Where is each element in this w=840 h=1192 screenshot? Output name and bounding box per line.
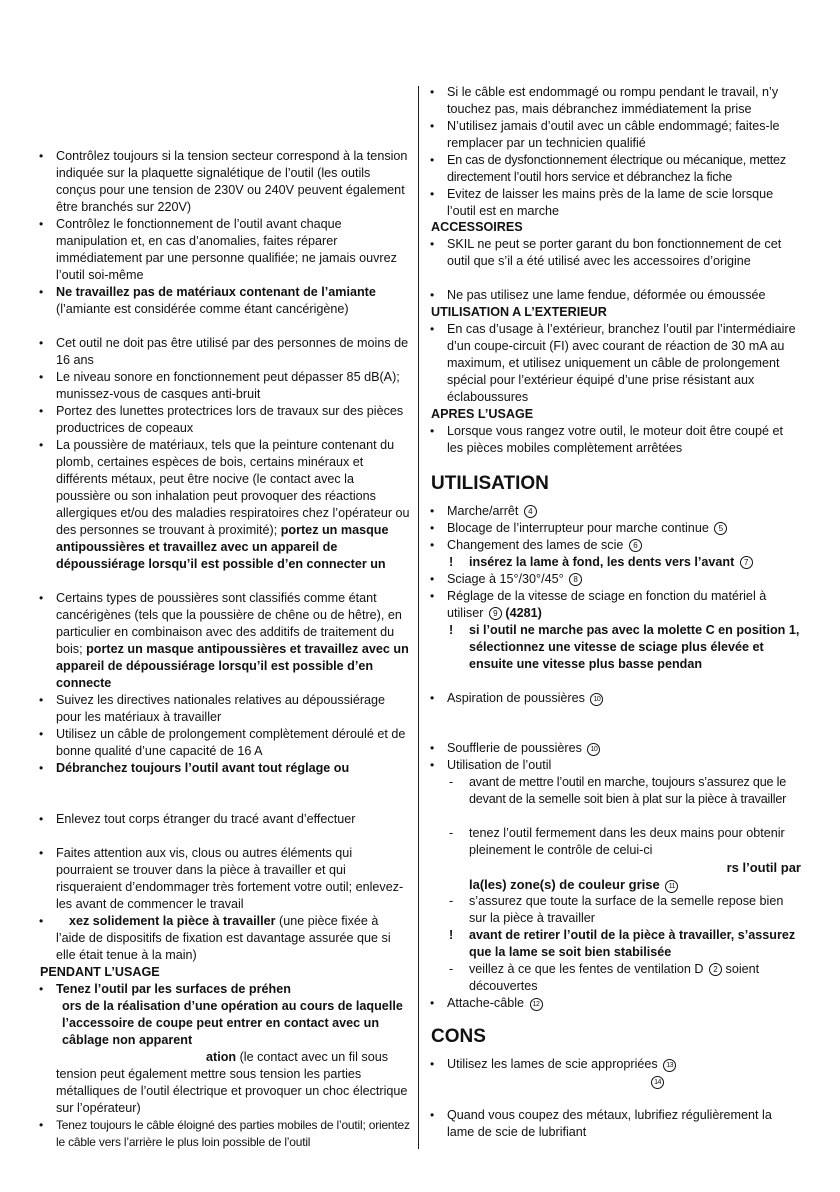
figure-ref-5: 5 bbox=[714, 522, 727, 535]
warning-note: ! avant de retirer l’outil de la pièce à travailler, s’assurez que la lame se soit bien stabilisée bbox=[449, 927, 801, 961]
list-item: • SKIL ne peut se porter garant du bon fonctionnement de cet outil que s’il a été utilisé avec les accessoires d’origine bbox=[427, 236, 801, 270]
list-item: • Evitez de laisser les mains près de la lame de scie lorsque l’outil est en marche bbox=[427, 186, 801, 220]
warning-text: insérez la lame à fond, les dents vers l’avant 7 bbox=[469, 554, 801, 571]
list-item: • Si le câble est endommagé ou rompu pendant le travail, n’y touchez pas, mais débranchez immédiatement la prise bbox=[427, 84, 801, 118]
list-item: • Contrôlez toujours si la tension secteur correspond à la tension indiquée sur la plaquette signalétique de l’outil (les outils conçus pour une tension de 230V ou 240V peuvent également être branchés sur 220V) bbox=[36, 148, 410, 216]
list-item: • Ne travaillez pas de matériaux contenant de l’amiante (l’amiante est considérée comme étant cancérigène) bbox=[36, 284, 410, 318]
sub-text: tenez l’outil fermement dans les deux mains pour obtenir pleinement le contrôle de celui-ci bbox=[469, 826, 785, 857]
list-item: • Contrôlez le fonctionnement de l’outil avant chaque manipulation et, en cas d’anomalies, faites réparer immédiatement par une personne qualifiée; ne jamais ouvrez l’outil soi-même bbox=[36, 216, 410, 284]
list-item: • xez solidement la pièce à travailler (une pièce fixée à l’aide de dispositifs de fixation est davantage assurée que si elle était tenue à la main) bbox=[36, 913, 410, 964]
figure-ref-10: 10 bbox=[590, 693, 603, 706]
list-item bbox=[427, 1073, 801, 1090]
item-text: xez solidement la pièce à travailler (une pièce fixée à l’aide de dispositifs de fixation est davantage assurée que si elle était tenue à la main) bbox=[56, 914, 391, 962]
list-item: • Lorsque vous rangez votre outil, le moteur doit être coupé et les pièces mobiles complètement arrêtées bbox=[427, 423, 801, 457]
list-item: • Changement des lames de scie 6 bbox=[427, 537, 801, 554]
item-text: Ne travaillez pas de matériaux contenant de l’amiante (l’amiante est considérée comme étant cancérigène) bbox=[56, 285, 376, 316]
list-item: • Suivez les directives nationales relatives au dépoussiérage pour les matériaux à travailler bbox=[36, 692, 410, 726]
sub-text: s’assurez que toute la surface de la semelle repose bien sur la pièce à travailler bbox=[469, 894, 784, 925]
figure-ref-7: 7 bbox=[740, 556, 753, 569]
sub-item: - tenez l’outil fermement dans les deux mains pour obtenir pleinement le contrôle de celui-ci rs l’outil par la(les) zone(s) de couleur grise 11 bbox=[449, 826, 801, 892]
item-text: Tenez toujours le câble éloigné des parties mobiles de l’outil; orientez le câble vers l’arrière le plus loin possible de l’outil bbox=[56, 1118, 410, 1149]
list-item: • Réglage de la vitesse de sciage en fonction du matériel à utiliser 9 (4281) bbox=[427, 588, 801, 622]
item-text: N’utilisez jamais d’outil avec un câble endommagé; faites-le remplacer par un technicien qualifié bbox=[447, 119, 780, 150]
sub-text: avant de mettre l’outil en marche, toujours s’assurez que le devant de la semelle soit bien à plat sur la pièce à travailler bbox=[469, 775, 787, 806]
item-text bbox=[447, 1073, 801, 1090]
list-item: • Blocage de l’interrupteur pour marche continue 5 bbox=[427, 520, 801, 537]
list-item: • Tenez l’outil par les surfaces de préhen ors de la réalisation d’une opération au cours de laquelle l’accessoire de coupe peut entrer en contact avec un câblage non apparent ation (le contact avec un fil sous tension peut également mettre sous tension les parties métalliques de l’outil électrique et provoquer un choc électrique sur l’opérateur) bbox=[36, 981, 410, 1117]
figure-ref-6: 6 bbox=[629, 539, 642, 552]
item-text: Marche/arrêt 4 bbox=[447, 503, 801, 520]
item-text: Cet outil ne doit pas être utilisé par des personnes de moins de 16 ans bbox=[56, 336, 409, 367]
item-text: Utilisez un câble de prolongement complètement déroulé et de bonne qualité d’une capacité de 16 A bbox=[56, 727, 406, 758]
list-item: • Portez des lunettes protectrices lors de travaux sur des pièces productrices de copeaux bbox=[36, 403, 410, 437]
list-item: • Ne pas utilisez une lame fendue, déformée ou émoussée bbox=[427, 287, 801, 304]
item-text: Contrôlez le fonctionnement de l’outil avant chaque manipulation et, en cas d’anomalies, faites réparer immédiatement par une personne qualifiée; ne jamais ouvrez l’outil soi-même bbox=[56, 217, 397, 282]
item-text: Réglage de la vitesse de sciage en fonction du matériel à utiliser 9 (4281) bbox=[447, 589, 767, 620]
item-text: Soufflerie de poussières 10 bbox=[447, 740, 801, 757]
list-item: • Attache-câble 12 bbox=[427, 995, 801, 1012]
figure-ref-4: 4 bbox=[524, 505, 537, 518]
item-text: Evitez de laisser les mains près de la lame de scie lorsque l’outil est en marche bbox=[447, 187, 774, 218]
figure-ref-12: 12 bbox=[530, 998, 543, 1011]
list-item: • Utilisez les lames de scie appropriées 13 bbox=[427, 1056, 801, 1073]
item-text: Changement des lames de scie 6 bbox=[447, 537, 801, 554]
warning-text: avant de retirer l’outil de la pièce à travailler, s’assurez que la lame se soit bien stabilisée bbox=[469, 928, 796, 959]
sub-item: - s’assurez que toute la surface de la semelle repose bien sur la pièce à travailler bbox=[449, 893, 801, 927]
item-text: ors de la réalisation d’une opération au cours de laquelle l’accessoire de coupe peut entrer en contact avec un câblage non apparent bbox=[62, 999, 403, 1047]
section-heading-apres: APRES L’USAGE bbox=[431, 407, 534, 421]
section-heading-exterieur: UTILISATION A L’EXTERIEUR bbox=[431, 305, 607, 319]
figure-ref-10b: 10 bbox=[587, 743, 600, 756]
list-item: • Le niveau sonore en fonctionnement peut dépasser 85 dB(A); munissez-vous de casques anti-bruit bbox=[36, 369, 410, 403]
section-heading-accessoires: ACCESSOIRES bbox=[431, 220, 523, 234]
item-text: Si le câble est endommagé ou rompu pendant le travail, n’y touchez pas, mais débranchez immédiatement la prise bbox=[447, 85, 779, 116]
section-heading-cons: CONS bbox=[431, 1026, 486, 1047]
figure-ref-9: 9 bbox=[489, 607, 502, 620]
list-item: • Certains types de poussières sont classifiés comme étant cancérigènes (tels que la poussière de chêne ou de hêtre), en particulier en combinaison avec des additifs de traitement du bois; portez un masque antipoussières et travaillez avec un appareil de dépoussiérage lorsqu’il est possible d’en connecte bbox=[39, 591, 409, 690]
section-heading-utilisation: UTILISATION bbox=[431, 473, 549, 494]
list-item: • En cas de dysfonctionnement électrique ou mécanique, mettez directement l’outil hors service et débranchez la fiche bbox=[427, 152, 801, 186]
item-text: tension peut également mettre sous tension les parties métalliques de l’outil électrique et provoquer un choc électrique sur l’opérateur) bbox=[56, 1067, 408, 1115]
list-item: • La poussière de matériaux, tels que la peinture contenant du plomb, certaines espèces de bois, certains minéraux et différents métaux, peut être nocive (le contact avec la poussière ou son inhalation peut provoquer des réactions allergiques et/ou des maladies respiratoires chez l’opérateur ou des personnes se trouvant à proximité); portez un masque antipoussières et travaillez avec un appareil de dépoussiérage lorsqu’il est possible d’en connecter un bbox=[39, 438, 410, 571]
item-text: La poussière de matériaux, tels que la peinture contenant du plomb, certaines espèces de bois, certains minéraux et différents métaux, peut être nocive (le contact avec la poussière ou son inhalation peut provoquer des réactions allergiques et/ou des maladies respiratoires chez l’opérateur ou des personnes se trouvant à proximité); portez un masque antipoussières et travaillez avec un appareil de dépoussiérage lorsqu’il est possible d’en connecter un bbox=[56, 438, 410, 571]
list-item: • Faites attention aux vis, clous ou autres éléments qui pourraient se trouver dans la pièce à travailler et qui risqueraient d’endommager très fortement votre outil; enlevez-les avant de commencer le travail bbox=[36, 845, 410, 913]
item-text: En cas de dysfonctionnement électrique ou mécanique, mettez directement l’outil hors service et débranchez la fiche bbox=[447, 153, 786, 184]
item-text: Contrôlez toujours si la tension secteur correspond à la tension indiquée sur la plaquette signalétique de l’outil (les outils conçus pour une tension de 230V ou 240V peuvent également être branchés sur 220V) bbox=[56, 149, 408, 214]
sub-text-fragment: la(les) zone(s) de couleur grise 11 bbox=[469, 876, 801, 893]
list-item: • N’utilisez jamais d’outil avec un câble endommagé; faites-le remplacer par un technicien qualifié bbox=[427, 118, 801, 152]
figure-ref-13: 13 bbox=[663, 1059, 676, 1072]
item-text: Lorsque vous rangez votre outil, le moteur doit être coupé et les pièces mobiles complètement arrêtées bbox=[447, 424, 784, 455]
item-text: Enlevez tout corps étranger du tracé avant d’effectuer bbox=[56, 812, 356, 826]
item-text: Débranchez toujours l’outil avant tout réglage ou bbox=[56, 761, 350, 775]
figure-ref-8: 8 bbox=[569, 573, 582, 586]
list-item: • Soufflerie de poussières 10 bbox=[427, 740, 801, 757]
item-text: Utilisation de l’outil bbox=[447, 758, 552, 772]
item-text: Attache-câble 12 bbox=[447, 995, 801, 1012]
list-item: • Débranchez toujours l’outil avant tout réglage ou bbox=[36, 760, 410, 777]
list-item: • Quand vous coupez des métaux, lubrifiez régulièrement la lame de scie de lubrifiant bbox=[427, 1107, 801, 1141]
list-item: • Enlevez tout corps étranger du tracé avant d’effectuer bbox=[36, 811, 410, 828]
sub-text: veillez à ce que les fentes de ventilation D 2 soient découvertes bbox=[469, 962, 760, 993]
item-text: SKIL ne peut se porter garant du bon fonctionnement de cet outil que s’il a été utilisé avec les accessoires d’origine bbox=[447, 237, 782, 268]
item-text: Faites attention aux vis, clous ou autres éléments qui pourraient se trouver dans la pièce à travailler et qui risqueraient d’endommager très fortement votre outil; enlevez-les avant de commencer le travail bbox=[56, 846, 404, 911]
sub-item: - veillez à ce que les fentes de ventilation D 2 soient découvertes bbox=[449, 961, 801, 995]
item-text: Ne pas utilisez une lame fendue, déformée ou émoussée bbox=[447, 288, 766, 302]
item-text: Suivez les directives nationales relatives au dépoussiérage pour les matériaux à travailler bbox=[56, 693, 386, 724]
sub-item: - avant de mettre l’outil en marche, toujours s’assurez que le devant de la semelle soit bien à plat sur la pièce à travailler bbox=[449, 774, 801, 808]
sub-text-fragment: rs l’outil par bbox=[726, 860, 801, 875]
figure-ref-2: 2 bbox=[709, 963, 722, 976]
list-item: • Utilisation de l’outil bbox=[427, 757, 801, 774]
figure-ref-11: 11 bbox=[665, 880, 678, 893]
item-text: Quand vous coupez des métaux, lubrifiez régulièrement la lame de scie de lubrifiant bbox=[447, 1108, 772, 1139]
figure-ref-14: 14 bbox=[651, 1076, 664, 1089]
item-text: Le niveau sonore en fonctionnement peut dépasser 85 dB(A); munissez-vous de casques anti-bruit bbox=[56, 370, 400, 401]
list-item: • Utilisez un câble de prolongement complètement déroulé et de bonne qualité d’une capacité de 16 A bbox=[36, 726, 410, 760]
warning-note: ! insérez la lame à fond, les dents vers l’avant 7 bbox=[449, 554, 801, 571]
warning-note: ! si l’outil ne marche pas avec la molette C en position 1, sélectionnez une vitesse de sciage plus élevée et ensuite une vitesse plus basse pendan bbox=[449, 623, 800, 671]
list-item: • Sciage à 15°/30°/45° 8 bbox=[427, 571, 801, 588]
section-heading-pendant: PENDANT L’USAGE bbox=[40, 965, 160, 979]
item-text: Utilisez les lames de scie appropriées 13 bbox=[447, 1056, 801, 1073]
item-text: ation (le contact avec un fil sous bbox=[206, 1050, 388, 1064]
column-divider bbox=[418, 86, 419, 1149]
item-text: Portez des lunettes protectrices lors de travaux sur des pièces productrices de copeaux bbox=[56, 404, 404, 435]
item-text: Certains types de poussières sont classifiés comme étant cancérigènes (tels que la poussière de chêne ou de hêtre), en particulier en combinaison avec des additifs de traitement du bois; portez un masque antipoussières et travaillez avec un appareil de dépoussiérage lorsqu’il est possible d’en connecte bbox=[56, 591, 409, 690]
warning-text: si l’outil ne marche pas avec la molette C en position 1, sélectionnez une vitesse de sciage plus élevée et ensuite une vitesse plus basse pendan bbox=[469, 623, 800, 671]
item-text: Tenez l’outil par les surfaces de préhen bbox=[56, 982, 291, 996]
item-text: Blocage de l’interrupteur pour marche continue 5 bbox=[447, 520, 801, 537]
item-text: Aspiration de poussières 10 bbox=[447, 690, 801, 707]
list-item: • Aspiration de poussières 10 bbox=[427, 690, 801, 707]
list-item: • Tenez toujours le câble éloigné des parties mobiles de l’outil; orientez le câble vers l’arrière le plus loin possible de l’outil bbox=[39, 1118, 410, 1149]
list-item: • Marche/arrêt 4 bbox=[427, 503, 801, 520]
item-text: En cas d’usage à l’extérieur, branchez l’outil par l’intermédiaire d’un coupe-circuit (FI) avec courant de réaction de 30 mA au maximum, et utilisez uniquement un câble de prolongement spécial pour l’extérieur équipé d’une prise résistant aux éclaboussures bbox=[447, 322, 796, 404]
item-text: Sciage à 15°/30°/45° 8 bbox=[447, 571, 801, 588]
list-item: • Cet outil ne doit pas être utilisé par des personnes de moins de 16 ans bbox=[39, 336, 409, 367]
list-item: • En cas d’usage à l’extérieur, branchez l’outil par l’intermédiaire d’un coupe-circuit (FI) avec courant de réaction de 30 mA au maximum, et utilisez uniquement un câble de prolongement spécial pour l’extérieur équipé d’une prise résistant aux éclaboussures bbox=[427, 321, 801, 406]
